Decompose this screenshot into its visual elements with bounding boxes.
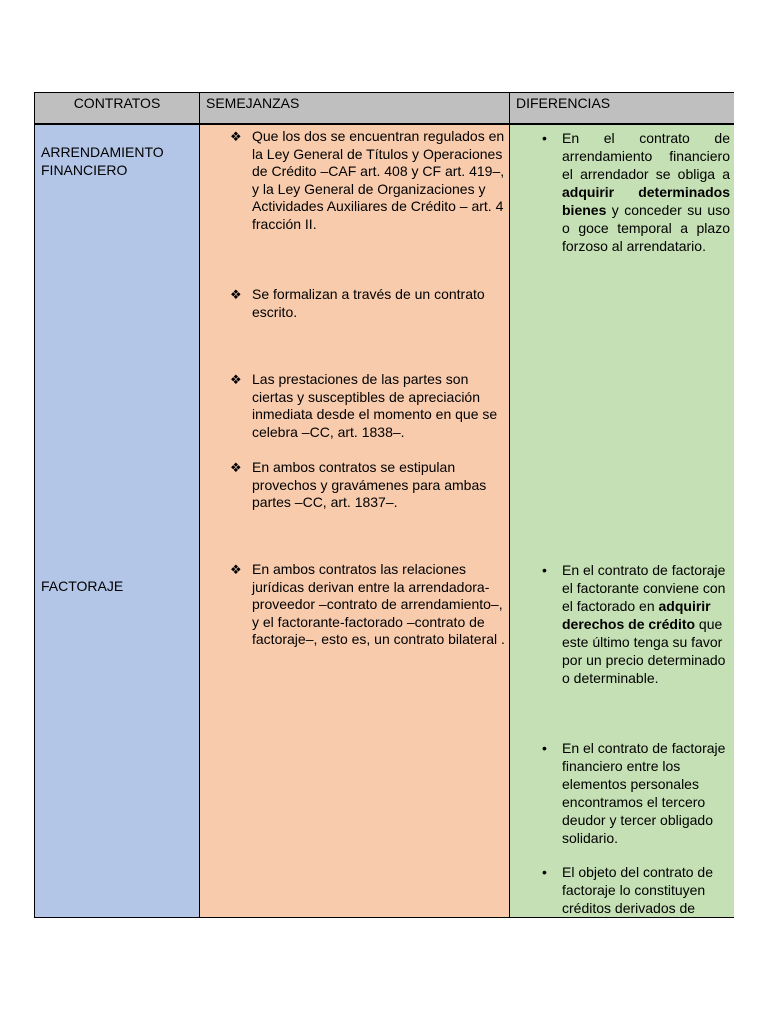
similarity-item: ❖ Que los dos se encuentran regulados en la Ley General de Títulos y Operaciones de Crédito –CAF art. 408 y CF art. 419–, y la Ley General de Organizaciones y Actividades Auxiliares de Crédito – art. 4 fracción II. xyxy=(230,128,505,232)
comparison-table xyxy=(34,92,734,918)
header-diferencias: DIFERENCIAS xyxy=(510,93,734,125)
differences-column xyxy=(510,125,734,917)
similarities-column xyxy=(200,125,510,917)
diamond-bullet-icon: ❖ xyxy=(230,562,242,577)
diamond-bullet-icon: ❖ xyxy=(230,129,242,144)
contract-arrendamiento: ARRENDAMIENTO FINANCIERO xyxy=(41,144,164,178)
diamond-bullet-icon: ❖ xyxy=(230,372,242,387)
header-semejanzas: SEMEJANZAS xyxy=(200,93,510,125)
difference-item: • El objeto del contrato de factoraje lo constituyen créditos derivados de xyxy=(542,864,713,916)
difference-item: • En el contrato de arrendamiento financiero el arrendador se obliga a adquirir determinados bienes y conceder su uso o goce temporal a plazo forzoso al arrendatario. xyxy=(542,130,730,254)
diamond-bullet-icon: ❖ xyxy=(230,460,242,475)
similarity-item: ❖ Las prestaciones de las partes son ciertas y susceptibles de apreciación inmediata desde el momento en que se celebra –CC, art. 1838–. xyxy=(230,371,498,440)
similarity-item: ❖ Se formalizan a través de un contrato escrito. xyxy=(230,286,485,320)
bullet-icon: • xyxy=(542,864,547,880)
header-contratos: CONTRATOS xyxy=(35,93,200,125)
similarity-item: ❖ En ambos contratos las relaciones jurídicas derivan entre la arrendadora-proveedor –contrato de arrendamiento–, y el factorante-factorado –contrato de factoraje–, esto es, un contrato bilateral . xyxy=(230,561,505,647)
contracts-column xyxy=(35,125,200,917)
bullet-icon: • xyxy=(542,740,547,756)
bullet-icon: • xyxy=(542,562,547,578)
diamond-bullet-icon: ❖ xyxy=(230,287,242,302)
bullet-icon: • xyxy=(542,130,547,146)
similarity-item: ❖ En ambos contratos se estipulan provechos y gravámenes para ambas partes –CC, art. 1837–. xyxy=(230,459,487,510)
contract-factoraje: FACTORAJE xyxy=(41,578,124,594)
difference-item: • En el contrato de factoraje el factorante conviene con el factorado en adquirir derechos de crédito que este último tenga su favor por un precio determinado o determinable. xyxy=(542,562,726,686)
difference-item: • En el contrato de factoraje financiero entre los elementos personales encontramos el tercero deudor y tercer obligado solidario. xyxy=(542,740,726,846)
